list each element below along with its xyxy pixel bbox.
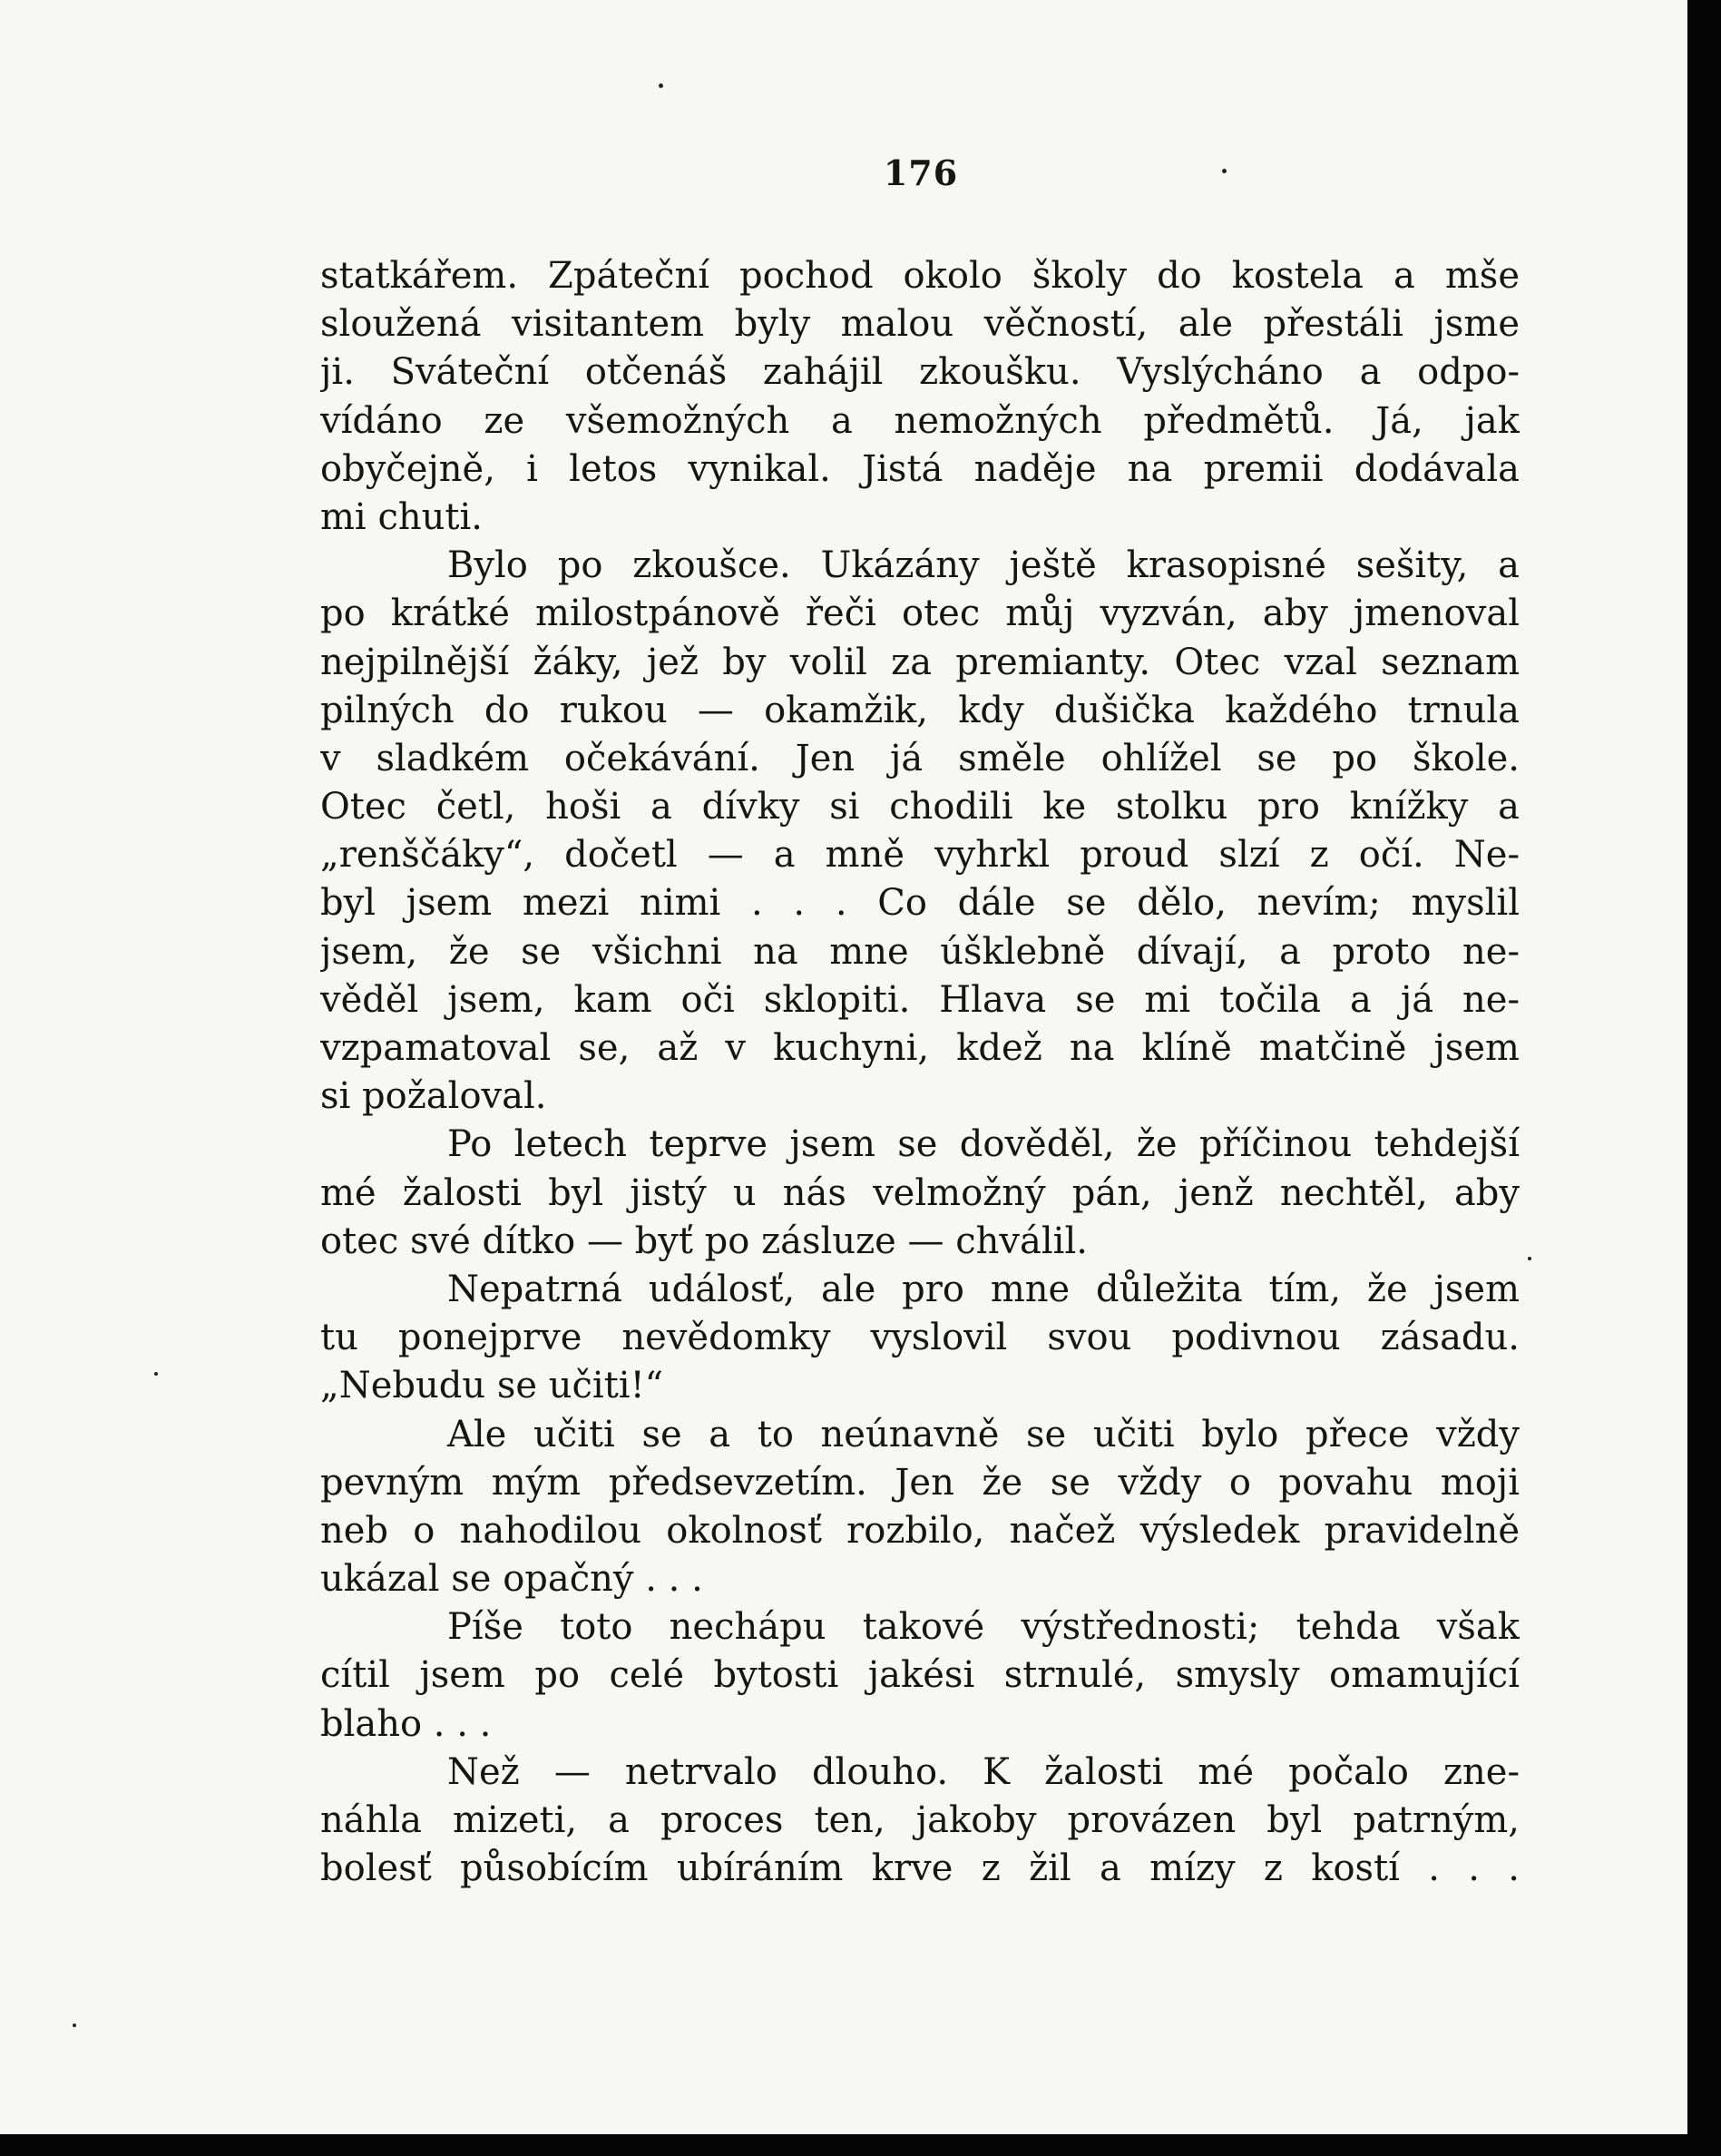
text-line: Otec četl, hoši a dívky si chodili ke stolku pro knížky a [320,786,1520,828]
text-line: pevným mým předsevzetím. Jen že se vždy o povahu moji [320,1461,1520,1504]
text-line: nejpilnější žáky, jež by volil za premianty. Otec vzal seznam [320,641,1520,683]
scan-speck [1528,1257,1531,1260]
text-line: v sladkém očekávání. Jen já směle ohlížel se po škole. [320,737,1520,779]
page-number: 176 [883,152,959,193]
scan-speck [73,2024,76,2027]
text-line: tu ponejprve nevědomky vyslovil svou podivnou zásadu. [320,1317,1520,1359]
scan-border-right [1687,0,1721,2156]
text-line: jsem, že se všichni na mne úšklebně dívají, a proto ne- [320,930,1520,973]
body-text [320,252,1520,1893]
text-line: vídáno ze všemožných a nemožných předmětů. Já, jak [320,399,1520,442]
scan-border-bottom [0,2134,1721,2156]
text-line: sloužená visitantem byly malou věčností, ale přestáli jsme [320,303,1520,346]
text-line: Bylo po zkoušce. Ukázány ještě krasopisné sešity, a [447,544,1520,587]
text-line: Po letech teprve jsem se dověděl, že příčinou tehdejší [447,1123,1520,1166]
text-line: náhla mizeti, a proces ten, jakoby provázen byl patrným, [320,1799,1520,1841]
text-line: neb o nahodilou okolnosť rozbilo, načež výsledek pravidelně [320,1509,1520,1552]
text-line: věděl jsem, kam oči sklopiti. Hlava se mi točila a já ne- [320,978,1520,1021]
text-line: po krátké milostpánově řeči otec můj vyzván, aby jmenoval [320,593,1520,635]
text-line: ji. Sváteční otčenáš zahájil zkoušku. Vyslýcháno a odpo- [320,351,1520,394]
text-line: byl jsem mezi nimi . . . Co dále se dělo, nevím; myslil [320,882,1520,925]
scan-speck [1222,169,1227,173]
text-line: otec své dítko — byť po zásluze — chválil. [320,1220,1088,1262]
text-line: vzpamatoval se, až v kuchyni, kdež na klíně matčině jsem [320,1027,1520,1069]
text-line: „Nebudu se učiti!“ [320,1365,664,1407]
text-line: Než — netrvalo dlouho. K žalosti mé počalo zne- [447,1750,1520,1793]
text-line: mi chuti. [320,495,483,538]
text-line: Nepatrná událosť, ale pro mne důležita tím, že jsem [447,1268,1520,1310]
text-line: Píše toto nechápu takové výstřednosti; tehda však [447,1606,1520,1649]
text-line: cítil jsem po celé bytosti jakési strnulé, smysly omamující [320,1654,1520,1697]
text-line: statkářem. Zpáteční pochod okolo školy do kostela a mše [320,255,1520,297]
text-line: mé žalosti byl jistý u nás velmožný pán, jenž nechtěl, aby [320,1171,1520,1214]
text-line: „renščáky“, dočetl — a mně vyhrkl proud slzí z očí. Ne- [320,834,1520,877]
text-line: pilných do rukou — okamžik, kdy dušička každého trnula [320,689,1520,731]
text-line: si požaloval. [320,1075,547,1118]
scan-speck [154,1372,158,1376]
text-line: Ale učiti se a to neúnavně se učiti bylo přece vždy [447,1413,1520,1455]
text-line: ukázal se opačný . . . [320,1558,703,1601]
text-line: bolesť působícím ubíráním krve z žil a mízy z kostí . . . [320,1847,1520,1890]
text-line: obyčejně, i letos vynikal. Jistá naděje na premii dodávala [320,447,1520,490]
scan-speck [659,83,663,88]
text-line: blaho . . . [320,1702,492,1745]
